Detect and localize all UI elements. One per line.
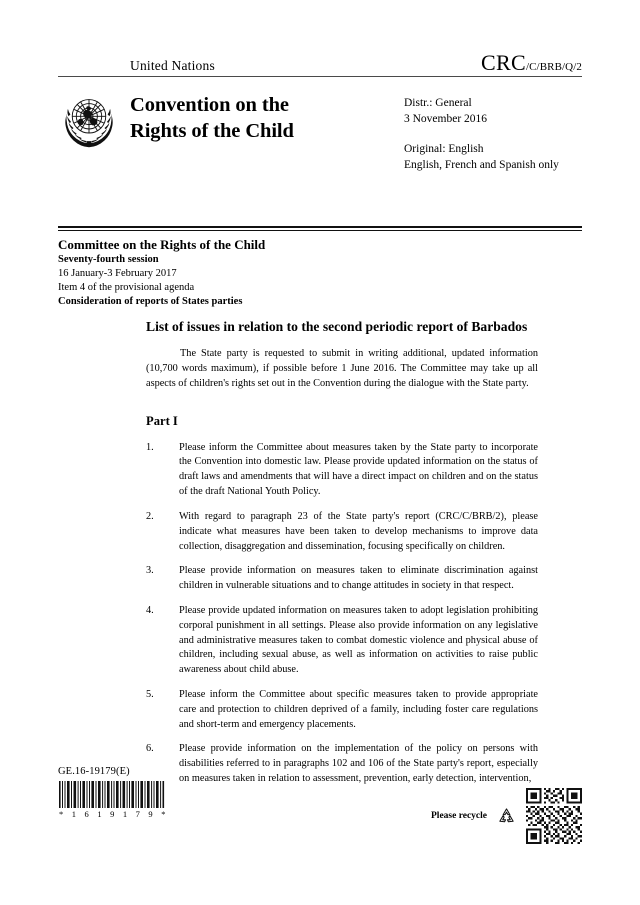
paragraph-text: With regard to paragraph 23 of the State party's report (CRC/C/BRB/2), please indicate what measures have been taken to develop mechanisms to improve data collection, disaggregation and dissemination, focusing specifically on children. <box>179 510 538 552</box>
qr-code-icon <box>526 788 582 844</box>
convention-title-line1: Convention on the <box>130 94 289 116</box>
paragraph-text: Please provide information on the implementation of the policy on persons with disabilities referred to in paragraphs 102 and 106 of the State party's report, especially on measures taken in relation to assessment, prevention, early detection, intervention, <box>179 743 538 785</box>
paragraph-number: 6. <box>146 743 154 755</box>
document-symbol <box>481 52 582 74</box>
masthead-top-row <box>58 48 582 75</box>
masthead-body-row <box>58 87 582 173</box>
paragraph-text: Please inform the Committee about specific measures taken to provide appropriate care and protection to children deprived of a family, including foster care regulations and short-term and emergency placements. <box>179 689 538 730</box>
masthead-divider <box>58 76 582 77</box>
original-language: Original: English <box>404 142 484 155</box>
paragraph-number: 4. <box>146 604 154 616</box>
paragraph-number: 1. <box>146 441 154 453</box>
list-item <box>146 688 538 732</box>
job-number: GE.16-19179(E) <box>58 766 130 777</box>
barcode-icon <box>58 781 166 808</box>
distribution-spacer <box>404 128 582 141</box>
committee-dates: 16 January-3 February 2017 <box>58 268 177 280</box>
organization-name: United Nations <box>130 58 215 73</box>
document-content <box>146 318 538 787</box>
paragraph-text: Please inform the Committee about measures taken by the State party to incorporate the Convention into domestic law. Please provide updated information on the status of draft laws and amendments that will have a direct impact on children and on the status of the draft National Youth Policy. <box>179 441 538 498</box>
committee-session: Seventy-fourth session <box>58 254 159 266</box>
distribution-type: Distr.: General <box>404 97 472 109</box>
convention-title-line2: Rights of the Child <box>130 120 294 143</box>
committee-consideration: Consideration of reports of States parties <box>58 296 243 308</box>
paragraph-number: 2. <box>146 510 154 522</box>
paragraph-number: 3. <box>146 565 154 577</box>
convention-title <box>130 87 404 173</box>
language-note: English, French and Spanish only <box>404 158 559 171</box>
section-divider <box>58 226 582 231</box>
list-item <box>146 604 538 678</box>
document-symbol-suffix: /C/BRB/Q/2 <box>525 61 582 73</box>
footer-right <box>431 788 582 844</box>
committee-agenda-item: Item 4 of the provisional agenda <box>58 282 195 294</box>
paragraph-text: Please provide information on measures taken to eliminate discrimination against children in vulnerable situations and to change attitudes in society in that respect. <box>179 565 538 592</box>
committee-name: Committee on the Rights of the Child <box>58 237 266 252</box>
page-title: List of issues in relation to the second periodic report of Barbados <box>146 319 528 334</box>
masthead <box>58 48 582 173</box>
document-date: 3 November 2016 <box>404 113 488 126</box>
document-symbol-main: CRC <box>481 50 526 75</box>
intro-paragraph: The State party is requested to submit in writing additional, updated information (10,700 words maximum), if possible before 1 June 2016. The Committee may take up all aspects of children's rights set out in the Convention during the dialogue with the State party. <box>146 348 538 389</box>
list-item <box>146 564 538 594</box>
list-item <box>146 510 538 554</box>
paragraph-number: 5. <box>146 689 154 701</box>
footer-left <box>58 766 169 819</box>
emblem-cell <box>58 87 130 173</box>
barcode-label: * 1 6 1 9 1 7 9 * <box>59 809 169 819</box>
part-heading: Part I <box>146 413 178 428</box>
recycle-icon <box>497 807 516 826</box>
list-item <box>146 441 538 500</box>
paragraph-text: Please provide updated information on measures taken to adopt legislation prohibiting corporal punishment in all settings. Please also provide information on any legislative and administrative measures taken to combat domestic violence and physical abuse of children, including sexual abuse, as well as information on activities to raise public awareness about child abuse. <box>179 604 538 676</box>
un-emblem-icon <box>58 89 120 151</box>
recycle-label: Please recycle <box>431 811 487 821</box>
committee-block <box>58 236 582 309</box>
distribution-block <box>404 87 582 173</box>
list-item <box>146 742 538 786</box>
